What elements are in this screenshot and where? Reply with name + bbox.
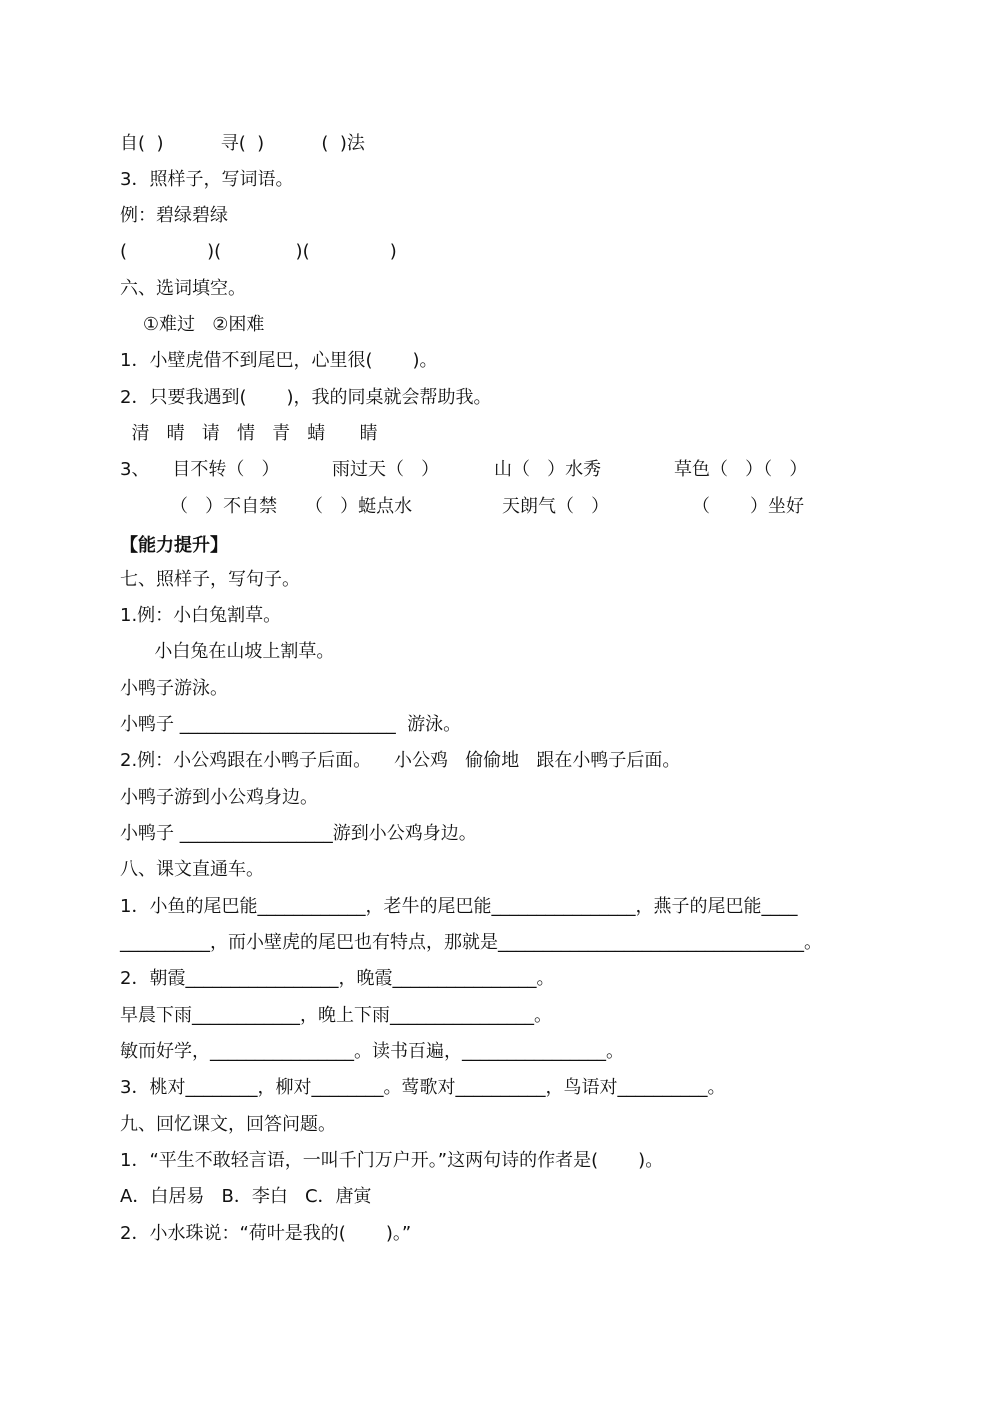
text-question-1a: 1．小鱼的尾巴能____________，老牛的尾巴能________________，燕子的尾巴能____ [120, 896, 798, 917]
sentence-prompt-1: 小鸭子游泳。 [120, 678, 228, 699]
idiom-blank-3: 山（ ）水秀 [494, 459, 602, 480]
section-6-heading: 六、选词填空。 [120, 278, 246, 299]
section-9-heading: 九、回忆课文，回答问题。 [120, 1114, 336, 1135]
sentence-example-1-answer: 小白兔在山坡上割草。 [120, 641, 335, 662]
sentence-prompt-2: 小鸭子游到小公鸡身边。 [120, 787, 318, 808]
word-blanks-row: ( )( )( ) [120, 241, 397, 262]
text-question-3: 3．桃对________，柳对________。莺歌对__________，鸟语对__________。 [120, 1077, 726, 1098]
idiom-blank-7: 天朗气（ ） [502, 496, 610, 517]
text-question-2c: 敏而好学，________________。读书百遍，________________。 [120, 1041, 624, 1062]
sentence-example-2: 2.例：小公鸡跟在小鸭子后面。 小公鸡 偷偷地 跟在小鸭子后面。 [120, 750, 681, 771]
idiom-blank-6: （ ）蜓点水 [305, 496, 413, 517]
ability-section-heading: 【能力提升】 [120, 535, 228, 556]
text-question-1b: __________，而小壁虎的尾巴也有特点，那就是__________________________________。 [120, 932, 822, 953]
question-3-heading: 3．照样子，写词语。 [120, 169, 294, 190]
recall-question-1: 1．“平生不敢轻言语，一叫千门万户开。”这两句诗的作者是( )。 [120, 1150, 664, 1171]
idiom-blank-1: 3、 目不转（ ） [120, 459, 280, 480]
section-7-heading: 七、照样子，写句子。 [120, 569, 300, 590]
recall-question-2: 2．小水珠说：“荷叶是我的( )。” [120, 1223, 412, 1244]
text-question-2b: 早晨下雨____________，晚上下雨________________。 [120, 1005, 552, 1026]
section-8-heading: 八、课文直通车。 [120, 859, 264, 880]
fill-question-1: 1．小壁虎借不到尾巴，心里很( )。 [120, 350, 438, 371]
text-question-2a: 2．朝霞_________________，晚霞________________。 [120, 968, 555, 989]
sentence-fill-2: 小鸭子 _________________游到小公鸡身边。 [120, 823, 477, 844]
sentence-example-1: 1.例：小白兔割草。 [120, 605, 282, 626]
recall-question-1-options: A．白居易 B．李白 C．唐寅 [120, 1186, 372, 1207]
idiom-blank-8: （ ）坐好 [692, 496, 805, 517]
character-bank: 清 晴 请 情 青 蜻 睛 [120, 423, 378, 444]
idiom-blank-5: （ ）不自禁 [170, 496, 278, 517]
word-options: ①难过 ②困难 [120, 314, 265, 335]
idiom-blank-2: 雨过天（ ） [332, 459, 440, 480]
example-line: 例：碧绿碧绿 [120, 205, 228, 226]
char-fill-row: 自( ) 寻( ) ( )法 [120, 133, 365, 154]
idiom-blank-4: 草色（ ）（ ） [674, 459, 808, 480]
sentence-fill-1: 小鸭子 ________________________ 游泳。 [120, 714, 462, 735]
fill-question-2: 2．只要我遇到( )，我的同桌就会帮助我。 [120, 387, 492, 408]
